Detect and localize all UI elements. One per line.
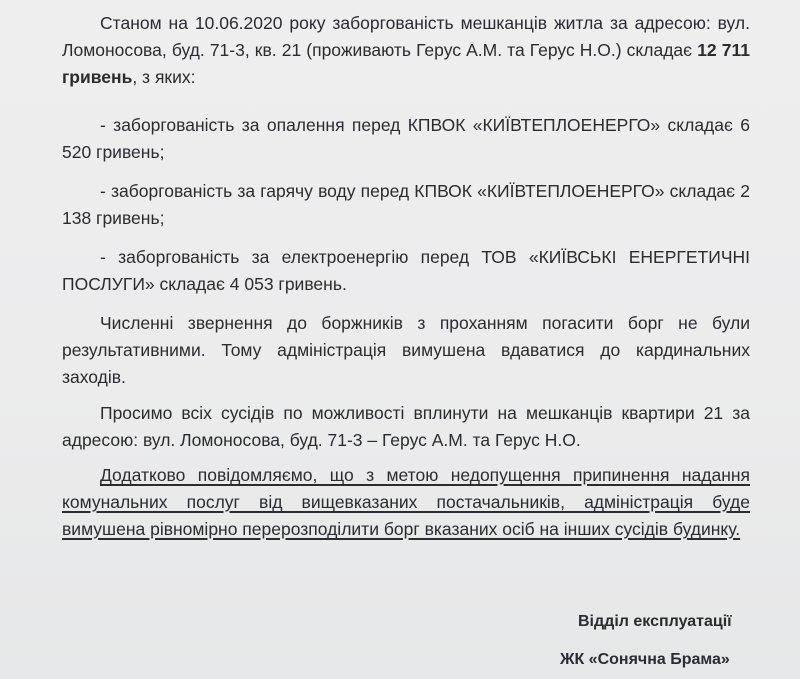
intro-text-start: Станом на 10.06.2020 року заборгованість мешканців житла за адресою: вул. Ломоносова, буд. 71-3, кв. 21 (проживають Герус А.М. та Герус Н.О.) складає [62,13,750,60]
appeals-paragraph: Численні звернення до боржників з проханням погасити борг не були результативними. Тому адміністрація вимушена вдаватися до кардинальних заходів. [62,313,750,387]
signature-department: Відділ експлуатації [578,613,732,630]
notice-text: Додатково повідомляємо, що з метою недопущення припинення надання комунальних послуг від вищевказаних постачальників, адміністрація буде вимушена рівномірно перерозподілити борг вказаних осіб на інших сусідів будинку. [62,465,750,539]
notice-paragraph [62,462,750,543]
request-paragraph: Просимо всіх сусідів по можливості вплинути на мешканців квартири 21 за адресою: вул. Ломоносова, буд. 71-3 – Герус А.М. та Герус Н.О. [62,403,750,450]
debt-total-amount: 12 711 гривень [62,40,750,87]
debt-item-electricity: - заборгованість за електроенергію перед ТОВ «КИЇВСЬКІ ЕНЕРГЕТИЧНІ ПОСЛУГИ» складає 4 053 гривень. [62,247,750,294]
debt-item-heating: - заборгованість за опалення перед КПВОК «КИЇВТЕПЛОЕНЕРГО» складає 6 520 гривень; [62,115,750,162]
debt-item-hot-water: - заборгованість за гарячу воду перед КПВОК «КИЇВТЕПЛОЕНЕРГО» складає 2 138 гривень; [62,181,750,228]
intro-paragraph [62,10,750,91]
intro-text-end: , з яких: [132,67,196,87]
signature-organization: ЖК «Сонячна Брама» [560,651,730,668]
